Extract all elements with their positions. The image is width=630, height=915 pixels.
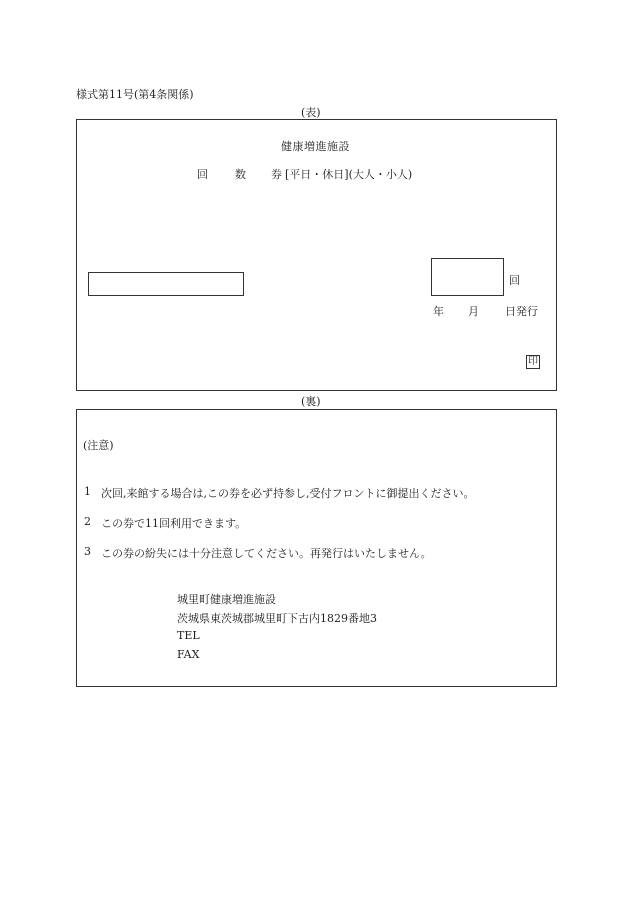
note-text-2: この券で11回利用できます。 bbox=[101, 517, 247, 530]
issue-year-label: 年 bbox=[433, 305, 444, 318]
count-unit-label: 回 bbox=[509, 274, 520, 287]
seal-stamp: 印 bbox=[528, 356, 538, 367]
fax-label: FAX bbox=[177, 648, 200, 661]
note-number-3: 3 bbox=[84, 545, 91, 558]
notes-heading: (注意) bbox=[83, 439, 114, 452]
kaisu-char-3: 券 bbox=[271, 168, 282, 181]
front-caption: (表) bbox=[301, 106, 321, 119]
remaining-count-box bbox=[431, 258, 504, 296]
issuer-address: 茨城県東茨城郡城里町下古内1829番地3 bbox=[177, 612, 377, 625]
back-caption: (裏) bbox=[301, 395, 321, 408]
issuer-name: 城里町健康増進施設 bbox=[177, 593, 276, 606]
back-side-panel bbox=[76, 409, 557, 687]
tel-label: TEL bbox=[177, 629, 200, 642]
facility-title: 健康増進施設 bbox=[281, 140, 350, 153]
issue-day-label: 日発行 bbox=[505, 305, 538, 318]
note-text-3: この券の紛失には十分注意してください。再発行はいたしません。 bbox=[101, 547, 432, 560]
form-id: 様式第11号(第4条関係) bbox=[76, 88, 194, 101]
front-side-panel bbox=[76, 119, 557, 391]
kaisu-char-1: 回 bbox=[197, 168, 208, 181]
note-number-2: 2 bbox=[84, 515, 91, 528]
ticket-day-age-options: [平日・休日](大人・小人) bbox=[285, 168, 413, 181]
note-number-1: 1 bbox=[84, 485, 91, 498]
note-text-1: 次回,来館する場合は,この券を必ず持参し,受付フロントに御提出ください。 bbox=[101, 487, 475, 500]
kaisu-char-2: 数 bbox=[235, 168, 246, 181]
ticket-type-row bbox=[197, 166, 457, 180]
issue-month-label: 月 bbox=[468, 305, 479, 318]
ticket-number-box bbox=[88, 272, 244, 296]
